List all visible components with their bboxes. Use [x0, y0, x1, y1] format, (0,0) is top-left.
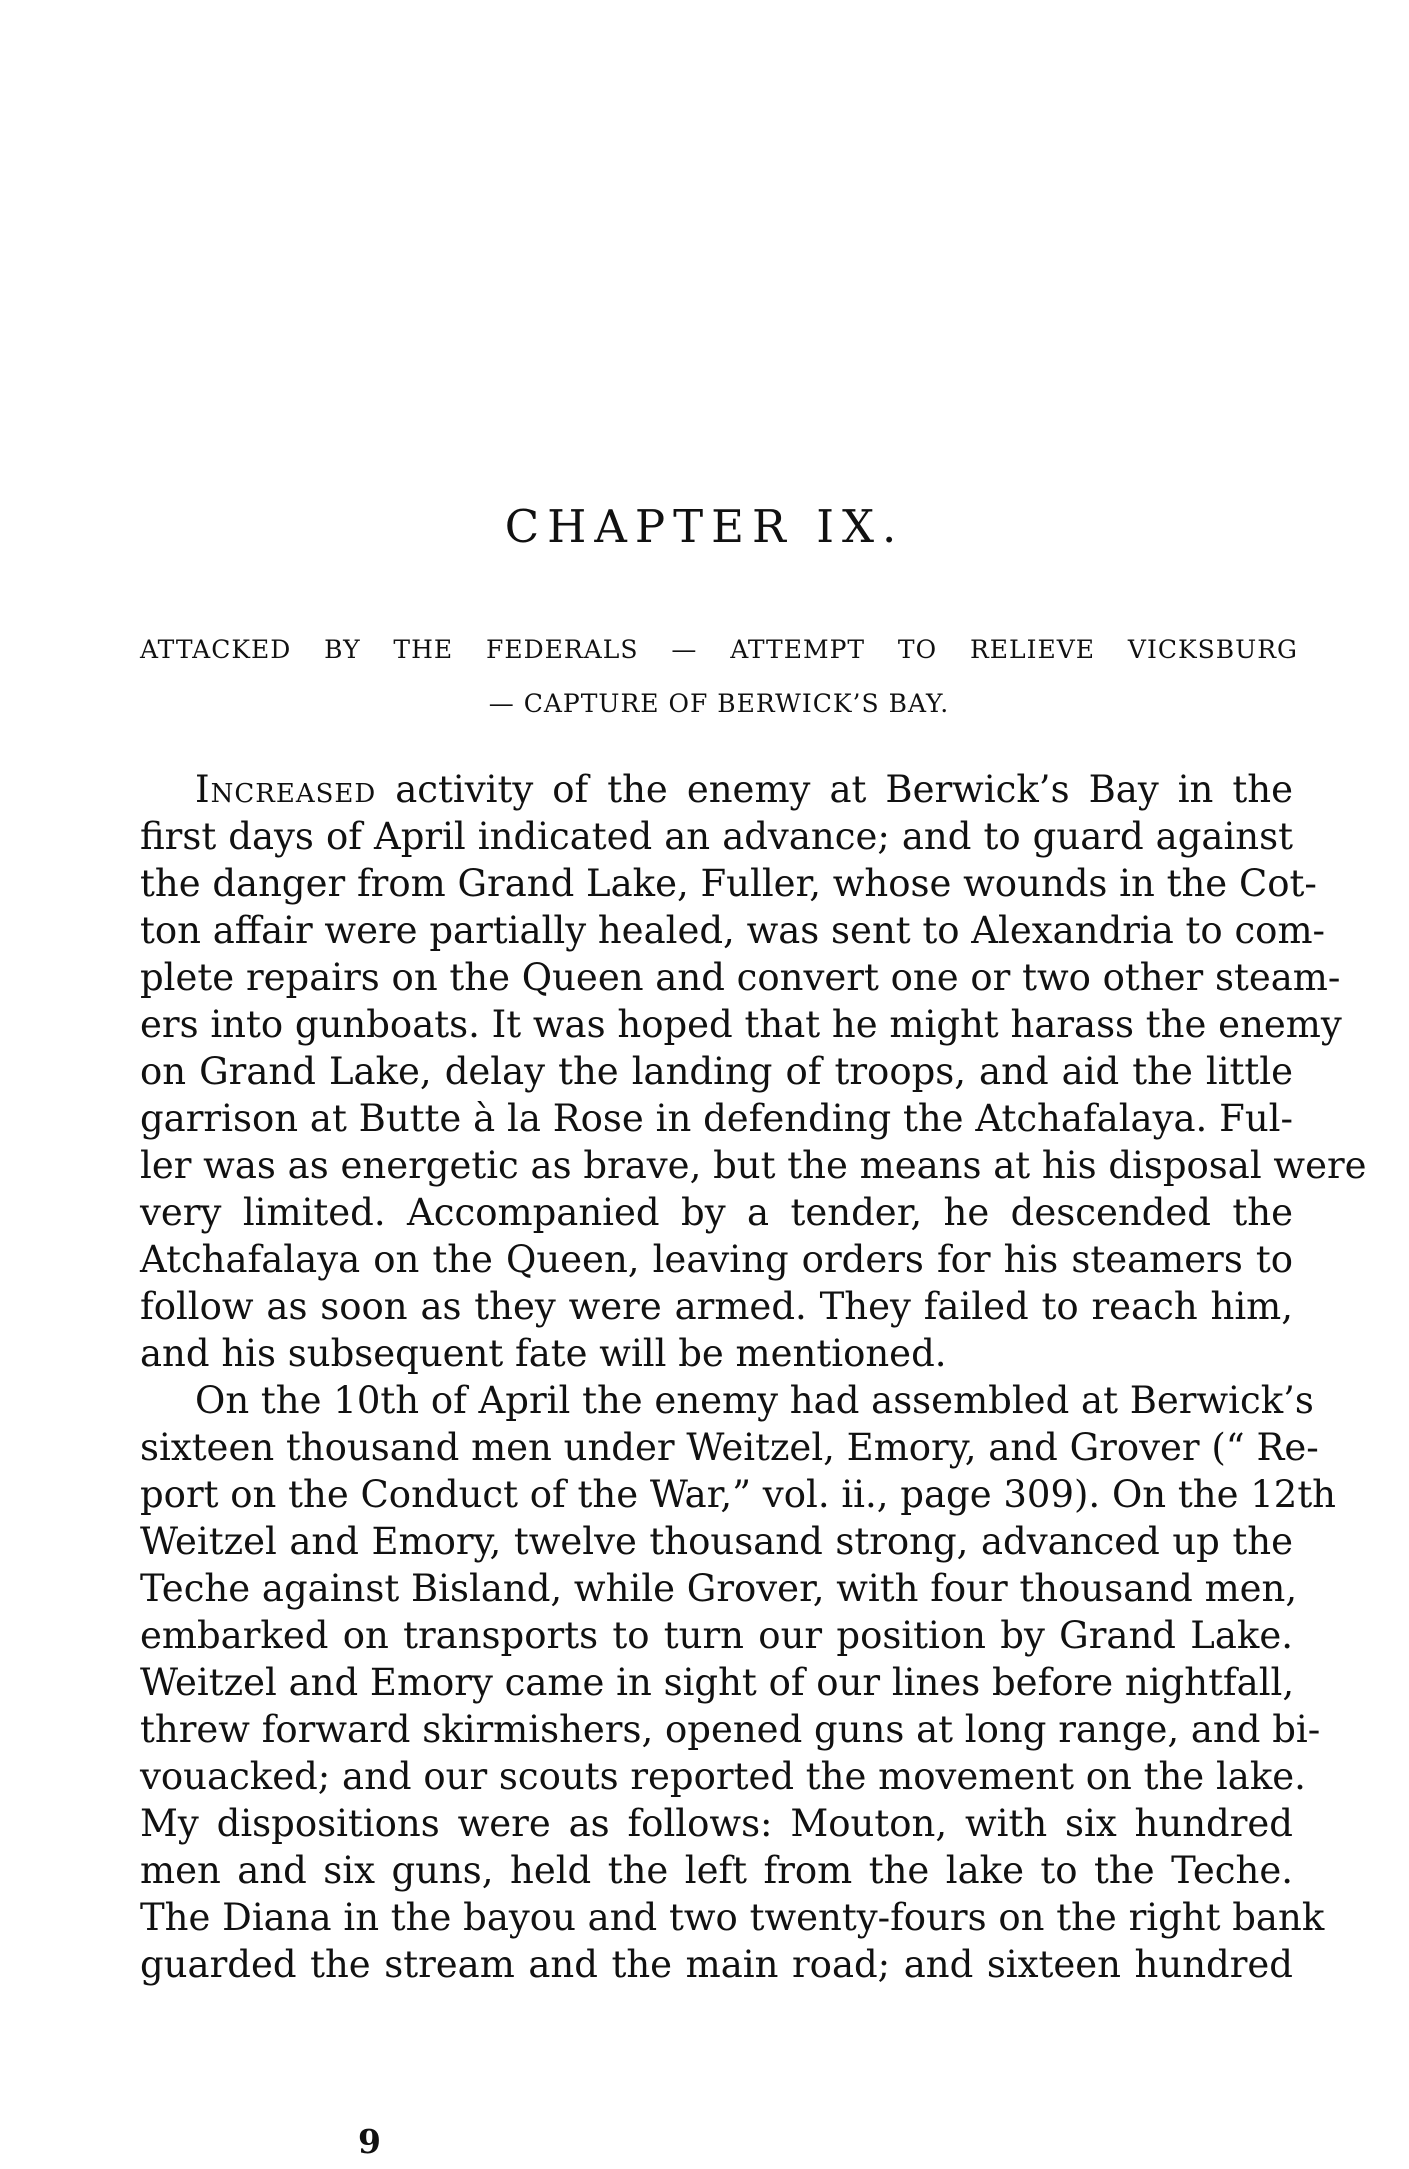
text-line: follow as soon as they were armed. They failed to reach him, [140, 1285, 1293, 1328]
text-line: port on the Conduct of the War,” vol. ii., page 309). On the 12th [140, 1473, 1337, 1516]
text-line: On the 10th of April the enemy had assembled at Berwick’s [195, 1379, 1314, 1422]
text-line-content: activity of the enemy at Berwick’s Bay in the [376, 768, 1293, 811]
text-line: and his subsequent fate will be mentioned. [140, 1332, 947, 1375]
text-line: garrison at Butte à la Rose in defending the Atchafalaya. Ful- [140, 1097, 1293, 1140]
chapter-subtitle [140, 623, 1298, 731]
text-line: ler was as energetic as brave, but the means at his disposal were [140, 1144, 1367, 1187]
text-line: the danger from Grand Lake, Fuller, whose wounds in the Cot- [140, 862, 1317, 905]
text-line: embarked on transports to turn our position by Grand Lake. [140, 1614, 1293, 1657]
opening-word: Increased [195, 768, 377, 811]
chapter-subtitle-line: — CAPTURE OF BERWICK’S BAY. [488, 689, 950, 718]
page-number: 9 [358, 2122, 381, 2161]
text-line: first days of April indicated an advance; and to guard against [140, 815, 1293, 858]
text-line: Teche against Bisland, while Grover, with four thousand men, [140, 1567, 1298, 1610]
text-line: My dispositions were as follows: Mouton, with six hundred [140, 1802, 1293, 1845]
text-line: Weitzel and Emory came in sight of our lines before nightfall, [140, 1661, 1295, 1704]
text-line: very limited. Accompanied by a tender, he descended the [140, 1191, 1293, 1234]
text-line: vouacked; and our scouts reported the movement on the lake. [140, 1755, 1306, 1798]
text-line: plete repairs on the Queen and convert one or two other steam- [140, 956, 1341, 999]
text-line: Atchafalaya on the Queen, leaving orders for his steamers to [140, 1238, 1293, 1281]
chapter-title: CHAPTER IX. [504, 500, 905, 553]
body-text [140, 766, 1367, 1988]
text-line: on Grand Lake, delay the landing of troops, and aid the little [140, 1050, 1293, 1093]
text-line [140, 766, 1293, 813]
text-line: Weitzel and Emory, twelve thousand strong, advanced up the [140, 1520, 1293, 1563]
text-line: ers into gunboats. It was hoped that he might harass the enemy [140, 1003, 1342, 1046]
text-line: ton affair were partially healed, was sent to Alexandria to com- [140, 909, 1326, 952]
text-line: The Diana in the bayou and two twenty-fours on the right bank [140, 1896, 1325, 1939]
text-line: guarded the stream and the main road; and sixteen hundred [140, 1943, 1293, 1986]
chapter-subtitle-line: ATTACKED BY THE FEDERALS — ATTEMPT TO RELIEVE VICKSBURG [140, 635, 1298, 664]
text-line: men and six guns, held the left from the lake to the Teche. [140, 1849, 1293, 1892]
text-line: threw forward skirmishers, opened guns at long range, and bi- [140, 1708, 1321, 1751]
text-line: sixteen thousand men under Weitzel, Emory, and Grover (“ Re- [140, 1426, 1319, 1469]
